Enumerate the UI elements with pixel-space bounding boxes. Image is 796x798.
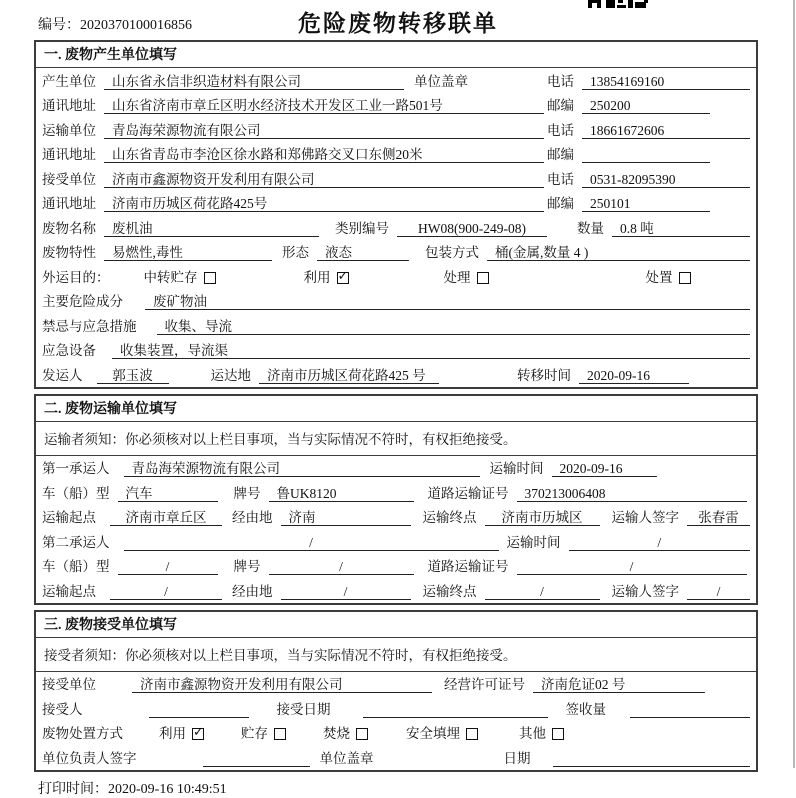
- receiver-unit-value: 济南市鑫源物资开发利用有限公司: [104, 171, 544, 188]
- package-label: 包装方式: [425, 245, 479, 260]
- vehicle-type-label: 车（船）型: [42, 485, 110, 501]
- accept-unit-label: 接受单位: [42, 677, 96, 692]
- row-transport-unit: [36, 117, 756, 142]
- origin-2-value: /: [110, 583, 222, 600]
- plate-2-value: /: [269, 558, 414, 575]
- transport-address-value: 山东省青岛市李沧区徐水路和郑佛路交叉口东侧20米: [104, 146, 544, 163]
- row-producer-address: [36, 93, 756, 118]
- section-producer-title: 一. 废物产生单位填写: [36, 42, 756, 68]
- row-second-carrier: [36, 529, 756, 554]
- first-carrier-value: 青岛海荣源物流有限公司: [124, 460, 480, 477]
- row-receiver-address: [36, 191, 756, 216]
- plate-value: 鲁UK8120: [269, 485, 414, 502]
- row-hazard-component: [36, 289, 756, 314]
- producer-zip-value: 250200: [582, 97, 710, 114]
- unit-seal-label: 单位盖章: [414, 73, 468, 89]
- transport-address-label: 通讯地址: [42, 147, 96, 162]
- disposal-use-label: 利用: [159, 726, 186, 741]
- via-2-value: /: [281, 583, 411, 600]
- transport-zip-value: [582, 146, 710, 163]
- disposal-other-label: 其他: [519, 726, 546, 741]
- transport-time-2-label: 运输时间: [506, 534, 561, 550]
- purpose-option-dispose-label: 处置: [645, 269, 673, 285]
- via-label: 经由地: [232, 510, 273, 525]
- package-value: 桶(金属,数量 4 ): [487, 244, 750, 261]
- transfer-time-label: 转移时间: [517, 367, 571, 383]
- transport-phone-label: 电话: [547, 122, 574, 138]
- road-license-label: 道路运输证号: [427, 485, 509, 501]
- transport-time-label: 运输时间: [489, 461, 544, 476]
- origin-value: 济南市章丘区: [110, 509, 222, 526]
- sign-qty-label: 签收量: [565, 701, 606, 717]
- carrier-sign-2-label: 运输人签字: [611, 583, 679, 599]
- producer-unit-label: 产生单位: [42, 73, 96, 89]
- purpose-option-use-label: 利用: [303, 269, 331, 285]
- receiver-address-value: 济南市历城区荷花路425号: [104, 195, 544, 212]
- emergency-equipment-label: 应急设备: [42, 343, 96, 358]
- road-license-2-value: /: [517, 558, 747, 575]
- transport-unit-label: 运输单位: [42, 122, 96, 138]
- producer-phone-value: 13854169160: [582, 73, 750, 90]
- second-carrier-value: /: [124, 534, 499, 551]
- producer-phone-label: 电话: [547, 73, 574, 89]
- waste-character-value: 易燃性,毒性: [104, 244, 272, 261]
- receiver-unit-label: 接受单位: [42, 171, 96, 187]
- endpoint-2-value: /: [485, 583, 600, 600]
- vehicle-type-2-value: /: [118, 558, 218, 575]
- disposal-storage-checkbox[interactable]: [274, 728, 286, 740]
- hazard-component-value: 废矿物油: [145, 293, 750, 310]
- origin-2-label: 运输起点: [42, 583, 96, 599]
- document-header: [0, 0, 796, 40]
- row-accept-unit: [36, 672, 756, 697]
- receiver-address-label: 通讯地址: [42, 196, 96, 211]
- disposal-landfill-checkbox[interactable]: [466, 728, 478, 740]
- print-time: [38, 778, 796, 798]
- producer-address-value: 山东省济南市章丘区明水经济技术开发区工业一路501号: [104, 97, 544, 114]
- origin-label: 运输起点: [42, 510, 96, 525]
- row-vehicle-1: [36, 480, 756, 505]
- shipper-value: 郭玉波: [97, 367, 169, 384]
- page-right-edge: [793, 0, 795, 768]
- page-title: 危险废物转移联单: [298, 11, 498, 36]
- producer-unit-value: 山东省永信非织造材料有限公司: [104, 73, 404, 90]
- acceptor-value: [149, 701, 249, 718]
- section-receiver-title: 三. 废物接受单位填写: [36, 612, 756, 638]
- date-label: 日期: [503, 750, 531, 766]
- disposal-storage-label: 贮存: [241, 726, 268, 741]
- transfer-time-value: 2020-09-16: [579, 367, 689, 384]
- permit-label: 经营许可证号: [444, 677, 525, 692]
- doc-number-label: 编号：: [38, 18, 80, 33]
- taboo-measures-label: 禁忌与应急措施: [42, 318, 137, 334]
- form-label: 形态: [282, 245, 309, 260]
- acceptor-label: 接受人: [42, 701, 83, 717]
- disposal-method-label: 废物处置方式: [42, 726, 123, 741]
- carrier-sign-value: 张春雷: [687, 509, 750, 526]
- row-shipper: [36, 362, 756, 387]
- road-license-2-label: 道路运输证号: [427, 559, 509, 574]
- emergency-equipment-value: 收集装置，导流渠: [112, 342, 750, 359]
- row-receiver-unit: [36, 166, 756, 191]
- carrier-sign-2-value: /: [687, 583, 750, 600]
- date-value: [553, 750, 751, 767]
- accept-unit-value: 济南市鑫源物资开发利用有限公司: [132, 676, 432, 693]
- print-time-label: 打印时间：: [38, 781, 108, 797]
- receiver-phone-label: 电话: [547, 171, 574, 187]
- row-transport-address: [36, 142, 756, 167]
- row-disposal-method: [36, 721, 756, 746]
- unit-seal-3-label: 单位盖章: [319, 750, 374, 766]
- receiver-zip-value: 250101: [582, 195, 710, 212]
- disposal-landfill-label: 安全填埋: [406, 726, 460, 741]
- disposal-use-checkbox[interactable]: [192, 728, 204, 740]
- purpose-treat-checkbox[interactable]: [477, 272, 489, 284]
- row-vehicle-2: [36, 554, 756, 579]
- disposal-burn-label: 焚烧: [323, 726, 350, 741]
- form-value: 液态: [317, 244, 409, 261]
- receiver-zip-label: 邮编: [547, 196, 574, 211]
- permit-value: 济南危证02 号: [533, 676, 705, 693]
- row-acceptor: [36, 696, 756, 721]
- taboo-measures-value: 收集、导流: [157, 318, 751, 335]
- endpoint-label: 运输终点: [422, 510, 477, 525]
- transporter-notice: 运输者须知：你必须核对以上栏目事项，当与实际情况不符时，有权拒绝接受。: [36, 422, 756, 456]
- waste-name-value: 废机油: [104, 220, 319, 237]
- accept-date-label: 接受日期: [276, 701, 331, 717]
- purpose-dispose-checkbox[interactable]: [679, 272, 691, 284]
- category-code-label: 类别编号: [335, 220, 389, 236]
- endpoint-2-label: 运输终点: [422, 583, 477, 599]
- section-receiver: [34, 610, 758, 772]
- purpose-option-storage-label: 中转贮存: [143, 269, 198, 285]
- quantity-label: 数量: [577, 220, 604, 236]
- sign-qty-value: [630, 701, 750, 718]
- row-producer-unit: [36, 68, 756, 93]
- hazard-component-label: 主要危险成分: [42, 294, 123, 309]
- row-taboo-measures: [36, 313, 756, 338]
- print-time-value: 2020-09-16 10:49:51: [108, 781, 227, 797]
- transport-time-2-value: /: [569, 534, 751, 551]
- purpose-option-treat-label: 处理: [443, 269, 471, 285]
- row-head-sign: [36, 745, 756, 770]
- via-value: 济南: [281, 509, 411, 526]
- purpose-storage-checkbox[interactable]: [204, 272, 216, 284]
- row-route-1: [36, 505, 756, 530]
- disposal-other-checkbox[interactable]: [552, 728, 564, 740]
- vehicle-type-value: 汽车: [118, 485, 218, 502]
- doc-number-value: 2020370100016856: [80, 18, 192, 33]
- section-producer: [34, 40, 758, 389]
- plate-2-label: 牌号: [233, 559, 261, 574]
- first-carrier-label: 第一承运人: [42, 461, 110, 476]
- head-sign-label: 单位负责人签字: [42, 750, 137, 766]
- receiver-phone-value: 0531-82095390: [582, 171, 750, 188]
- destination-label: 运达地: [210, 367, 251, 383]
- transfer-purpose-label: 外运目的：: [42, 269, 110, 285]
- row-transfer-purpose: [36, 264, 756, 289]
- destination-value: 济南市历城区荷花路425 号: [259, 367, 439, 384]
- head-sign-value: [203, 750, 310, 767]
- waste-name-label: 废物名称: [42, 220, 96, 236]
- endpoint-value: 济南市历城区: [485, 509, 600, 526]
- transport-zip-label: 邮编: [547, 147, 574, 162]
- row-emergency-equipment: [36, 338, 756, 363]
- road-license-value: 370213006408: [517, 485, 747, 502]
- producer-address-label: 通讯地址: [42, 98, 96, 113]
- transport-time-value: 2020-09-16: [552, 460, 657, 477]
- section-transporter: [34, 394, 758, 605]
- transport-unit-value: 青岛海荣源物流有限公司: [104, 122, 544, 139]
- second-carrier-label: 第二承运人: [42, 534, 110, 550]
- row-route-2: [36, 578, 756, 603]
- via-2-label: 经由地: [232, 583, 273, 599]
- carrier-sign-label: 运输人签字: [611, 510, 679, 525]
- category-code-value: HW08(900-249-08): [397, 220, 547, 237]
- transport-phone-value: 18661672606: [582, 122, 750, 139]
- purpose-use-checkbox[interactable]: [337, 272, 349, 284]
- plate-label: 牌号: [233, 485, 261, 501]
- producer-zip-label: 邮编: [547, 98, 574, 113]
- section-transporter-title: 二. 废物运输单位填写: [36, 396, 756, 422]
- row-waste-character: [36, 240, 756, 265]
- disposal-burn-checkbox[interactable]: [356, 728, 368, 740]
- shipper-label: 发运人: [42, 367, 83, 383]
- vehicle-type-2-label: 车（船）型: [42, 559, 110, 574]
- row-first-carrier: [36, 456, 756, 481]
- quantity-value: 0.8 吨: [612, 220, 750, 237]
- waste-character-label: 废物特性: [42, 245, 96, 260]
- row-waste-name: [36, 215, 756, 240]
- accept-date-value: [363, 701, 548, 718]
- receiver-notice: 接受者须知：你必须核对以上栏目事项，当与实际情况不符时，有权拒绝接受。: [36, 638, 756, 672]
